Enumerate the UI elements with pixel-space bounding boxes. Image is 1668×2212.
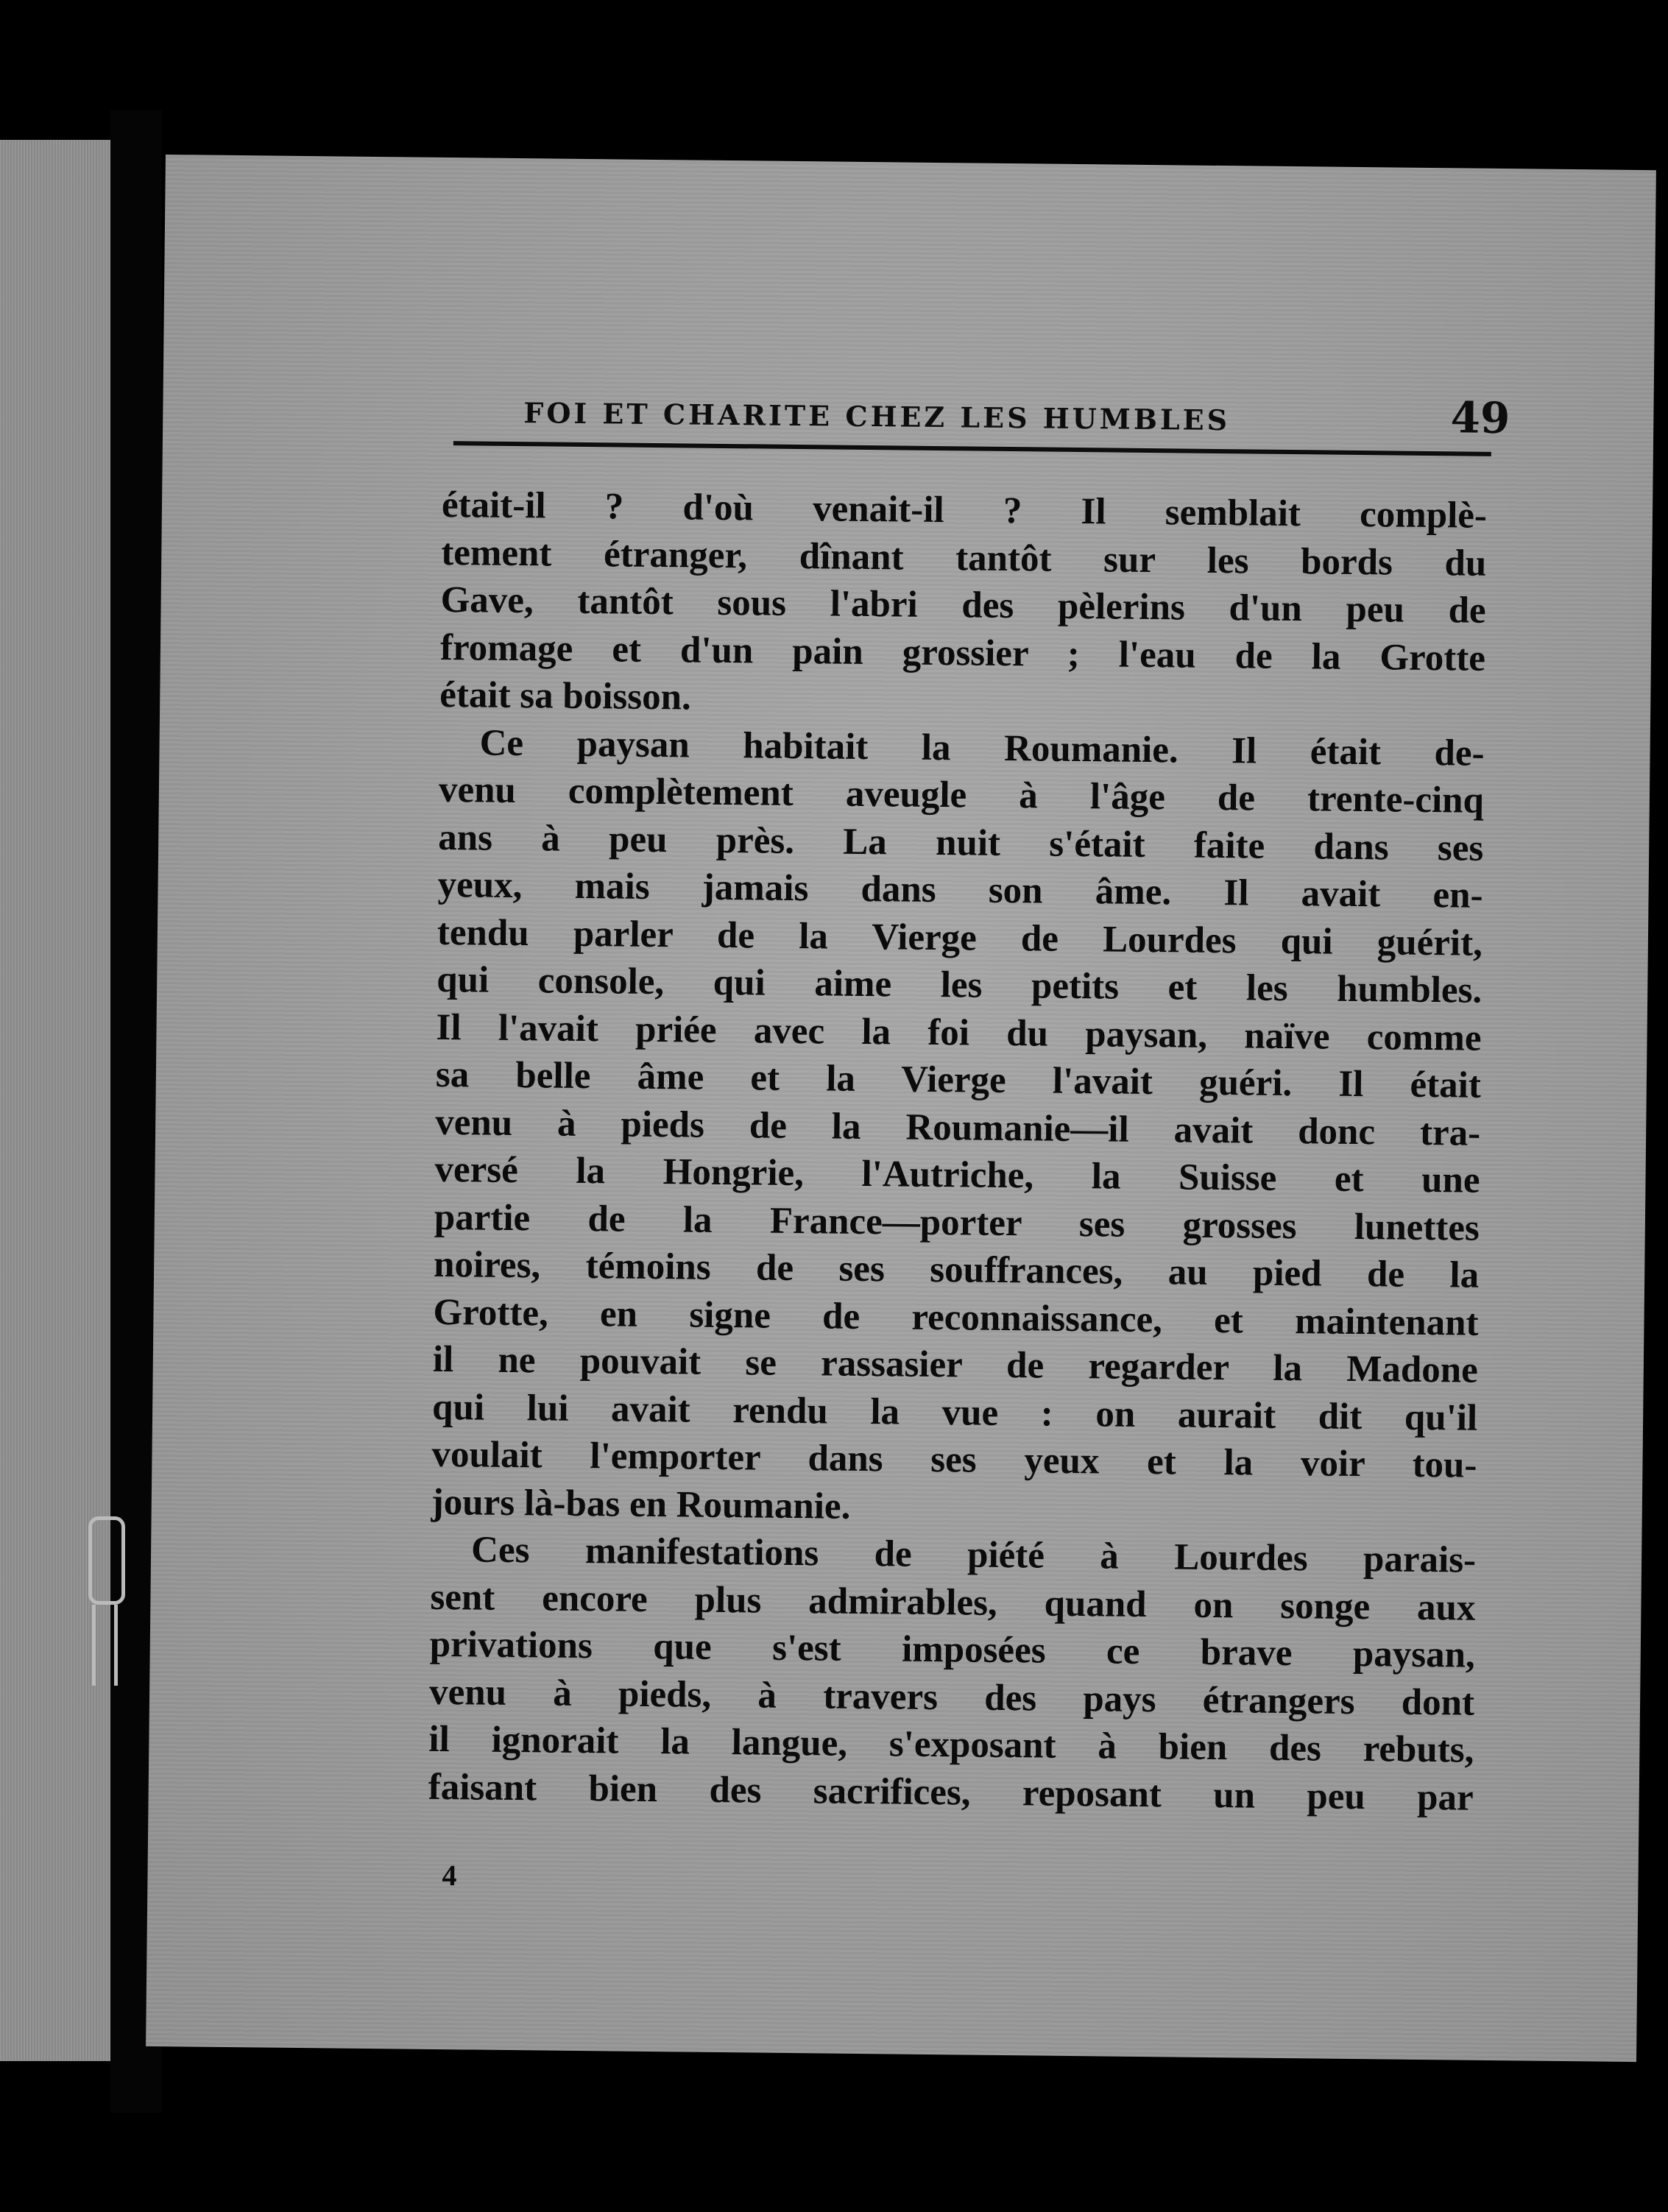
running-title: FOI ET CHARITE CHEZ LES HUMBLES: [523, 396, 1231, 437]
paragraph: [439, 481, 1487, 729]
text-line: faisant bien des sacrifices, reposant un peu par: [428, 1766, 1474, 1819]
text-line: fromage et d'un pain grossier ; l'eau de la Grotte: [439, 626, 1486, 679]
page-number: 49: [1450, 392, 1510, 444]
text-line: Ce paysan habitait la Roumanie. Il était de-: [479, 722, 1485, 774]
text-line: venu à pieds de la Roumanie—il avait donc tra-: [434, 1101, 1481, 1154]
text-line: venu complètement aveugle à l'âge de trente-cinq: [438, 768, 1485, 821]
binding-thread-lower: [92, 1605, 118, 1686]
signature-mark: 4: [442, 1859, 457, 1893]
text-line: ans à peu près. La nuit s'était faite dans ses: [438, 816, 1484, 869]
scanned-page: [146, 155, 1656, 2062]
text-line: noires, témoins de ses souffrances, au pied de la: [433, 1243, 1480, 1296]
paragraph: [431, 718, 1485, 1536]
text-line: jours là-bas en Roumanie.: [431, 1481, 851, 1527]
text-line: Ces manifestations de piété à Lourdes parais-: [470, 1529, 1477, 1581]
text-line: tement étranger, dînant tantôt sur les bords du: [441, 531, 1487, 584]
previous-page-edge: [0, 140, 110, 2061]
text-line: qui console, qui aime les petits et les humbles.: [436, 958, 1483, 1011]
text-line: privations que s'est imposées ce brave paysan,: [429, 1623, 1476, 1676]
text-line: Gave, tantôt sous l'abri des pèlerins d'un peu de: [440, 579, 1486, 632]
running-header: [523, 383, 1510, 443]
text-line: était-il ? d'où venait-il ? Il semblait complè-: [441, 484, 1488, 537]
text-line: était sa boisson.: [439, 674, 692, 718]
text-line: Il l'avait priée avec la foi du paysan, naïve comme: [436, 1006, 1482, 1059]
paragraph: [428, 1526, 1476, 1822]
text-line: sent encore plus admirables, quand on songe aux: [430, 1576, 1476, 1629]
binding-thread: [88, 1516, 125, 1605]
body-text: [428, 481, 1487, 1822]
text-line: Grotte, en signe de reconnaissance, et maintenant: [433, 1291, 1479, 1344]
header-rule: [453, 441, 1491, 456]
text-line: il ignorait la langue, s'exposant à bien des rebuts,: [428, 1718, 1474, 1771]
text-line: sa belle âme et la Vierge l'avait guéri. Il était: [435, 1053, 1482, 1106]
text-line: yeux, mais jamais dans son âme. Il avait en-: [437, 863, 1483, 916]
text-line: versé la Hongrie, l'Autriche, la Suisse et une: [434, 1148, 1480, 1201]
text-line: tendu parler de la Vierge de Lourdes qui guérit,: [437, 911, 1483, 964]
text-line: venu à pieds, à travers des pays étrangers dont: [428, 1671, 1475, 1724]
text-line: partie de la France—porter ses grosses lunettes: [434, 1196, 1480, 1249]
text-line: qui lui avait rendu la vue : on aurait dit qu'il: [431, 1386, 1478, 1439]
text-line: voulait l'emporter dans ses yeux et la voir tou-: [431, 1433, 1477, 1486]
text-line: il ne pouvait se rassasier de regarder la Madone: [432, 1338, 1479, 1391]
